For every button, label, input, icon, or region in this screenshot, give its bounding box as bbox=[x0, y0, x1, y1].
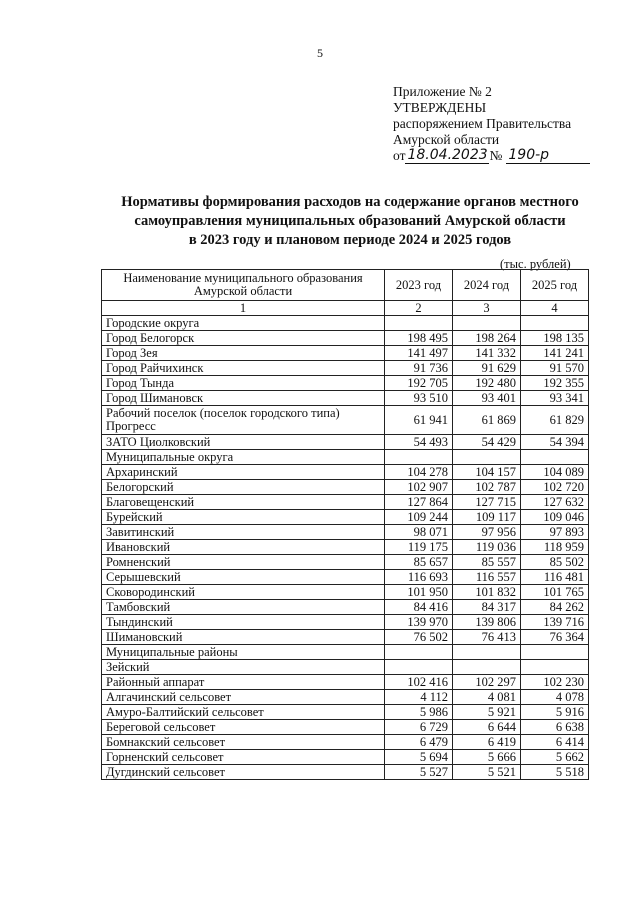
row-name-cell: Ромненский bbox=[102, 555, 385, 570]
value-2024-cell bbox=[453, 316, 521, 331]
value-2025-cell: 76 364 bbox=[521, 630, 589, 645]
row-name-cell: Бомнакский сельсовет bbox=[102, 735, 385, 750]
value-2025-cell: 127 632 bbox=[521, 495, 589, 510]
value-2024-cell: 101 832 bbox=[453, 585, 521, 600]
table-row bbox=[102, 510, 589, 525]
value-2024-cell: 6 419 bbox=[453, 735, 521, 750]
row-name-cell: Алгачинский сельсовет bbox=[102, 690, 385, 705]
value-2025-cell: 97 893 bbox=[521, 525, 589, 540]
table-row bbox=[102, 660, 589, 675]
order-reference bbox=[393, 148, 623, 164]
value-2024-cell: 102 787 bbox=[453, 480, 521, 495]
approval-block bbox=[393, 84, 623, 164]
header-row bbox=[102, 270, 589, 301]
table-row bbox=[102, 675, 589, 690]
value-2023-cell: 102 416 bbox=[385, 675, 453, 690]
value-2024-cell: 6 644 bbox=[453, 720, 521, 735]
value-2025-cell: 5 662 bbox=[521, 750, 589, 765]
table-row bbox=[102, 765, 589, 780]
value-2024-cell: 84 317 bbox=[453, 600, 521, 615]
row-name-cell: Благовещенский bbox=[102, 495, 385, 510]
value-2024-cell: 119 036 bbox=[453, 540, 521, 555]
table-row bbox=[102, 705, 589, 720]
value-2025-cell bbox=[521, 450, 589, 465]
table-row bbox=[102, 495, 589, 510]
appendix-label: Приложение № 2 bbox=[393, 84, 492, 99]
value-2024-cell: 116 557 bbox=[453, 570, 521, 585]
value-2025-cell: 5 518 bbox=[521, 765, 589, 780]
value-2023-cell: 85 657 bbox=[385, 555, 453, 570]
table-row bbox=[102, 570, 589, 585]
value-2023-cell: 116 693 bbox=[385, 570, 453, 585]
value-2024-cell: 97 956 bbox=[453, 525, 521, 540]
table-row bbox=[102, 600, 589, 615]
title-line-2: самоуправления муниципальных образований Амурской области bbox=[134, 213, 566, 229]
table-row bbox=[102, 540, 589, 555]
norms-table bbox=[101, 269, 589, 780]
row-name-cell: Архаринский bbox=[102, 465, 385, 480]
index-cell: 4 bbox=[521, 301, 589, 316]
table-row bbox=[102, 555, 589, 570]
row-name-cell: ЗАТО Циолковский bbox=[102, 435, 385, 450]
value-2023-cell: 91 736 bbox=[385, 361, 453, 376]
value-2025-cell bbox=[521, 645, 589, 660]
header-2023: 2023 год bbox=[385, 270, 453, 301]
header-2024: 2024 год bbox=[453, 270, 521, 301]
value-2024-cell: 4 081 bbox=[453, 690, 521, 705]
value-2023-cell: 101 950 bbox=[385, 585, 453, 600]
table-row bbox=[102, 615, 589, 630]
row-name-cell: Шимановский bbox=[102, 630, 385, 645]
approved-label: УТВЕРЖДЕНЫ bbox=[393, 100, 487, 115]
value-2023-cell: 93 510 bbox=[385, 391, 453, 406]
value-2025-cell: 104 089 bbox=[521, 465, 589, 480]
value-2024-cell: 85 557 bbox=[453, 555, 521, 570]
index-cell: 2 bbox=[385, 301, 453, 316]
value-2024-cell: 61 869 bbox=[453, 406, 521, 435]
value-2024-cell: 5 921 bbox=[453, 705, 521, 720]
table-row bbox=[102, 690, 589, 705]
row-name-cell: Город Тында bbox=[102, 376, 385, 391]
value-2025-cell: 141 241 bbox=[521, 346, 589, 361]
value-2023-cell: 104 278 bbox=[385, 465, 453, 480]
page-number: 5 bbox=[317, 46, 323, 60]
value-2024-cell: 102 297 bbox=[453, 675, 521, 690]
table-row bbox=[102, 645, 589, 660]
value-2023-cell bbox=[385, 660, 453, 675]
value-2024-cell: 5 666 bbox=[453, 750, 521, 765]
row-name-cell: Тындинский bbox=[102, 615, 385, 630]
value-2023-cell: 54 493 bbox=[385, 435, 453, 450]
value-2023-cell: 139 970 bbox=[385, 615, 453, 630]
row-name-cell: Город Шимановск bbox=[102, 391, 385, 406]
value-2023-cell: 5 694 bbox=[385, 750, 453, 765]
region-line: Амурской области bbox=[393, 132, 500, 147]
value-2023-cell: 109 244 bbox=[385, 510, 453, 525]
value-2023-cell: 119 175 bbox=[385, 540, 453, 555]
table-row bbox=[102, 750, 589, 765]
value-2025-cell: 198 135 bbox=[521, 331, 589, 346]
row-name-cell: Сковородинский bbox=[102, 585, 385, 600]
value-2023-cell: 127 864 bbox=[385, 495, 453, 510]
value-2024-cell bbox=[453, 450, 521, 465]
value-2024-cell bbox=[453, 660, 521, 675]
value-2024-cell: 76 413 bbox=[453, 630, 521, 645]
table-row bbox=[102, 480, 589, 495]
value-2023-cell: 5 527 bbox=[385, 765, 453, 780]
row-name-cell: Серышевский bbox=[102, 570, 385, 585]
table-row bbox=[102, 630, 589, 645]
value-2023-cell: 4 112 bbox=[385, 690, 453, 705]
title-line-1: Нормативы формирования расходов на содержание органов местного bbox=[121, 194, 579, 210]
value-2024-cell: 104 157 bbox=[453, 465, 521, 480]
value-2025-cell: 84 262 bbox=[521, 600, 589, 615]
row-name-cell: Амуро-Балтийский сельсовет bbox=[102, 705, 385, 720]
value-2023-cell: 84 416 bbox=[385, 600, 453, 615]
value-2023-cell: 6 479 bbox=[385, 735, 453, 750]
value-2024-cell: 5 521 bbox=[453, 765, 521, 780]
table-row bbox=[102, 346, 589, 361]
table-row bbox=[102, 391, 589, 406]
value-2023-cell bbox=[385, 316, 453, 331]
from-label: от bbox=[393, 148, 406, 163]
value-2025-cell: 6 638 bbox=[521, 720, 589, 735]
value-2025-cell: 101 765 bbox=[521, 585, 589, 600]
units-label: (тыс. рублей) bbox=[500, 257, 571, 271]
value-2024-cell: 93 401 bbox=[453, 391, 521, 406]
value-2025-cell: 118 959 bbox=[521, 540, 589, 555]
value-2024-cell: 109 117 bbox=[453, 510, 521, 525]
value-2023-cell: 102 907 bbox=[385, 480, 453, 495]
row-name-cell: Береговой сельсовет bbox=[102, 720, 385, 735]
value-2025-cell: 54 394 bbox=[521, 435, 589, 450]
header-name: Наименование муниципального образования Амурской области bbox=[102, 270, 385, 301]
row-name-cell: Белогорский bbox=[102, 480, 385, 495]
row-name-cell: Тамбовский bbox=[102, 600, 385, 615]
value-2025-cell: 61 829 bbox=[521, 406, 589, 435]
row-name-cell: Бурейский bbox=[102, 510, 385, 525]
value-2023-cell: 61 941 bbox=[385, 406, 453, 435]
handwritten-number: 190-р bbox=[506, 148, 590, 164]
row-name-cell: Горненский сельсовет bbox=[102, 750, 385, 765]
value-2025-cell: 85 502 bbox=[521, 555, 589, 570]
row-name-cell: Зейский bbox=[102, 660, 385, 675]
row-name-cell: Ивановский bbox=[102, 540, 385, 555]
row-name-cell: Рабочий поселок (поселок городского типа) Прогресс bbox=[102, 406, 385, 435]
value-2024-cell: 91 629 bbox=[453, 361, 521, 376]
value-2025-cell: 6 414 bbox=[521, 735, 589, 750]
value-2024-cell: 127 715 bbox=[453, 495, 521, 510]
table-row bbox=[102, 361, 589, 376]
row-name-cell: Завитинский bbox=[102, 525, 385, 540]
index-row bbox=[102, 301, 589, 316]
index-cell: 3 bbox=[453, 301, 521, 316]
row-name-cell: Муниципальные районы bbox=[102, 645, 385, 660]
handwritten-date: 18.04.2023 bbox=[407, 147, 488, 163]
table-row bbox=[102, 450, 589, 465]
value-2025-cell bbox=[521, 660, 589, 675]
value-2023-cell: 5 986 bbox=[385, 705, 453, 720]
value-2023-cell: 192 705 bbox=[385, 376, 453, 391]
row-name-cell: Дугдинский сельсовет bbox=[102, 765, 385, 780]
table-row bbox=[102, 316, 589, 331]
value-2025-cell: 5 916 bbox=[521, 705, 589, 720]
value-2025-cell: 139 716 bbox=[521, 615, 589, 630]
value-2023-cell: 76 502 bbox=[385, 630, 453, 645]
value-2025-cell: 93 341 bbox=[521, 391, 589, 406]
value-2025-cell: 109 046 bbox=[521, 510, 589, 525]
value-2024-cell: 139 806 bbox=[453, 615, 521, 630]
number-label: № bbox=[489, 148, 503, 163]
value-2023-cell: 198 495 bbox=[385, 331, 453, 346]
value-2024-cell: 198 264 bbox=[453, 331, 521, 346]
value-2025-cell: 116 481 bbox=[521, 570, 589, 585]
title-line-3: в 2023 году и плановом периоде 2024 и 2025 годов bbox=[188, 232, 512, 248]
table-row bbox=[102, 406, 589, 435]
value-2023-cell bbox=[385, 450, 453, 465]
row-name-cell: Город Белогорск bbox=[102, 331, 385, 346]
value-2025-cell: 4 078 bbox=[521, 690, 589, 705]
value-2024-cell: 141 332 bbox=[453, 346, 521, 361]
table-row bbox=[102, 435, 589, 450]
value-2024-cell: 54 429 bbox=[453, 435, 521, 450]
table-row bbox=[102, 525, 589, 540]
row-name-cell: Городские округа bbox=[102, 316, 385, 331]
table-row bbox=[102, 465, 589, 480]
table-row bbox=[102, 376, 589, 391]
document-title bbox=[60, 193, 640, 250]
header-2025: 2025 год bbox=[521, 270, 589, 301]
value-2025-cell bbox=[521, 316, 589, 331]
row-name-cell: Муниципальные округа bbox=[102, 450, 385, 465]
value-2025-cell: 102 230 bbox=[521, 675, 589, 690]
value-2023-cell: 6 729 bbox=[385, 720, 453, 735]
table-row bbox=[102, 585, 589, 600]
row-name-cell: Город Райчихинск bbox=[102, 361, 385, 376]
value-2023-cell: 141 497 bbox=[385, 346, 453, 361]
row-name-cell: Районный аппарат bbox=[102, 675, 385, 690]
value-2023-cell: 98 071 bbox=[385, 525, 453, 540]
value-2024-cell: 192 480 bbox=[453, 376, 521, 391]
index-cell: 1 bbox=[102, 301, 385, 316]
table-row bbox=[102, 331, 589, 346]
value-2025-cell: 102 720 bbox=[521, 480, 589, 495]
value-2023-cell bbox=[385, 645, 453, 660]
table-row bbox=[102, 735, 589, 750]
row-name-cell: Город Зея bbox=[102, 346, 385, 361]
value-2025-cell: 91 570 bbox=[521, 361, 589, 376]
table-row bbox=[102, 720, 589, 735]
value-2024-cell bbox=[453, 645, 521, 660]
value-2025-cell: 192 355 bbox=[521, 376, 589, 391]
approved-by-line: распоряжением Правительства bbox=[393, 116, 572, 131]
table-body bbox=[102, 316, 589, 780]
